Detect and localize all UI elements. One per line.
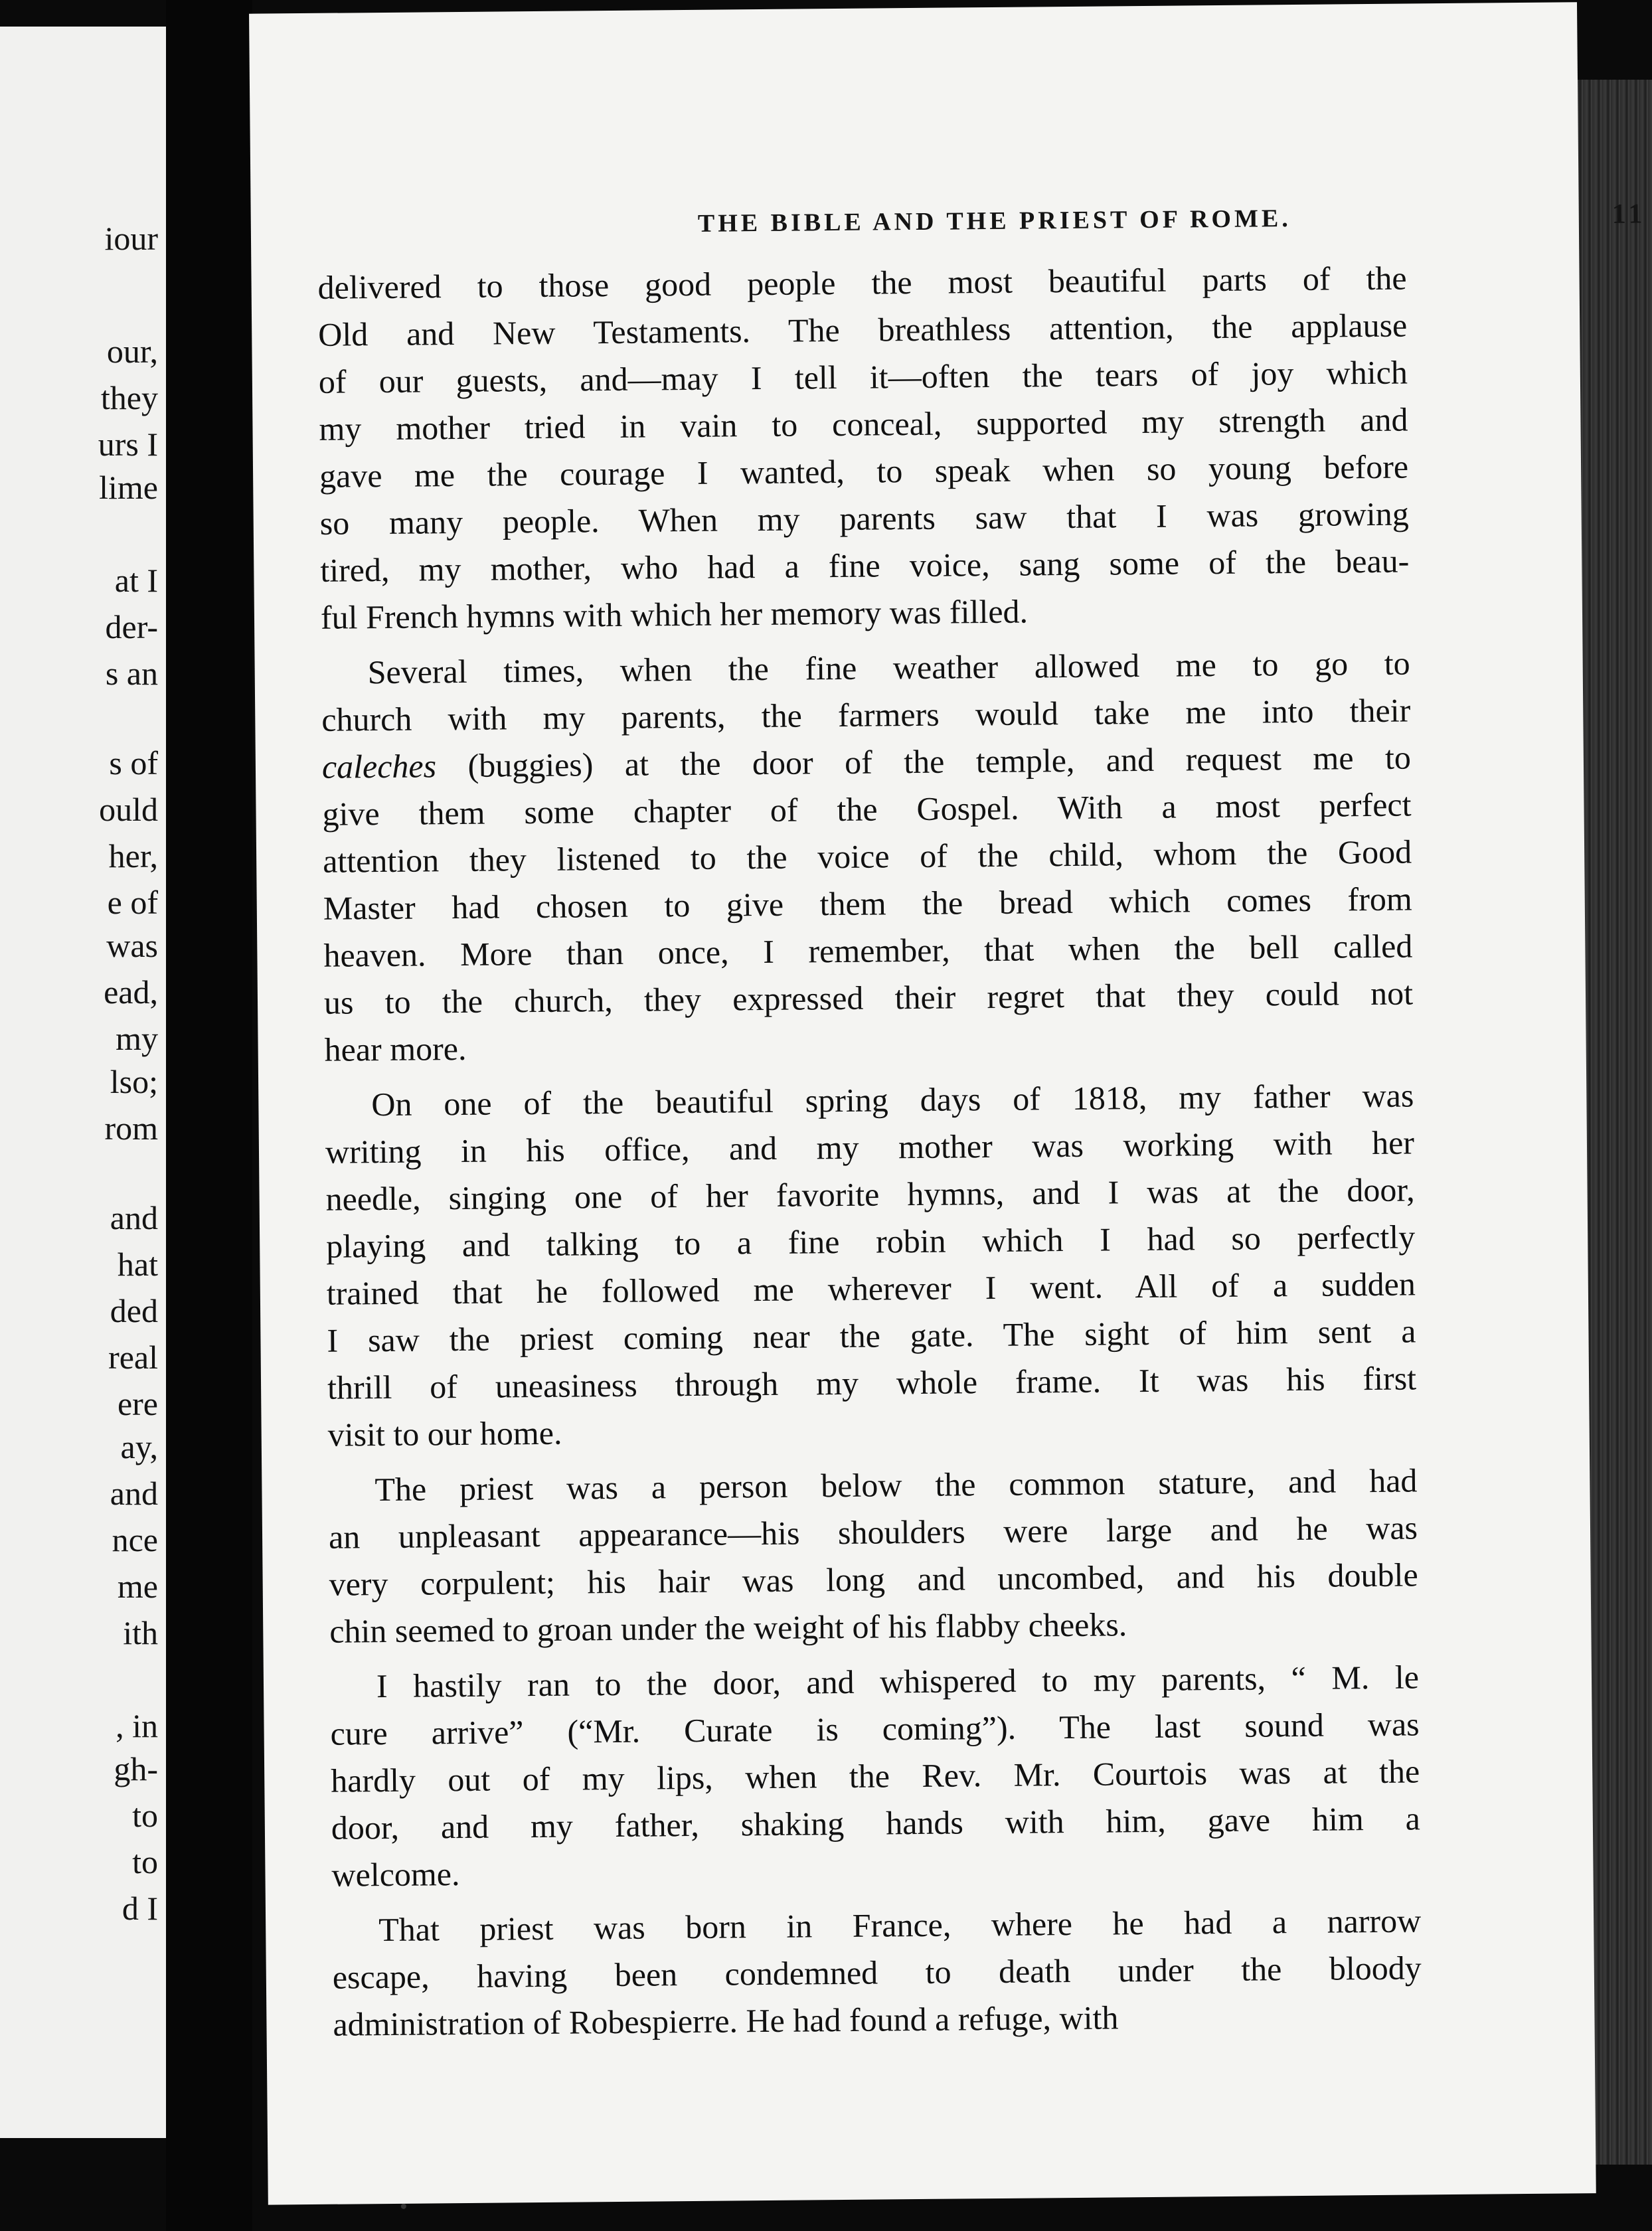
text-line: escape, having been condemned to death under the bloody <box>332 1949 1422 1996</box>
facing-page-fragment: her, <box>108 837 158 874</box>
text-line: my mother tried in vain to conceal, supported my strength and <box>319 400 1408 448</box>
facing-page-fragment: , in <box>116 1707 158 1744</box>
text-line: church with my parents, the farmers would take me into their <box>321 691 1411 738</box>
text-line: of our guests, and—may I tell it—often the tears of joy which <box>318 353 1408 400</box>
facing-page-fragment: ere <box>117 1385 158 1422</box>
text-line: administration of Robespierre. He had found a refuge, with <box>333 1999 1119 2043</box>
text-line: welcome. <box>331 1855 460 1894</box>
facing-page-fragment: and <box>110 1475 158 1512</box>
facing-page-fragment: they <box>100 379 158 416</box>
facing-page-fragment: der- <box>105 608 158 645</box>
page-number: 11 <box>1611 199 1647 230</box>
facing-page-fragment: our, <box>106 333 158 370</box>
facing-page-fragment: real <box>108 1339 158 1376</box>
text-line: heaven. More than once, I remember, that when the bell called <box>323 927 1413 974</box>
text-line: On one of the beautiful spring days of 1818, my father was <box>371 1076 1414 1123</box>
facing-page-fragment: hat <box>117 1246 158 1283</box>
text-line: delivered to those good people the most beautiful parts of the <box>317 259 1407 306</box>
text-line: gave me the courage I wanted, to speak when so young before <box>319 448 1409 495</box>
facing-page-fragment: gh- <box>114 1750 158 1787</box>
facing-page-fragment: ith <box>123 1614 158 1651</box>
text-line: door, and my father, shaking hands with him, gave him a <box>331 1799 1421 1847</box>
text-line: Old and New Testaments. The breathless attention, the applause <box>318 306 1408 353</box>
text-line: needle, singing one of her favorite hymns, and I was at the door, <box>325 1171 1415 1218</box>
facing-page-fragment: s an <box>105 655 158 692</box>
text-line: cure arrive” (“Mr. Curate is coming”). The last sound was <box>330 1705 1420 1752</box>
text-line: so many people. When my parents saw that I was growing <box>319 495 1409 542</box>
text-line: hear more. <box>324 1029 467 1068</box>
text-line: visit to our home. <box>327 1414 562 1453</box>
text-line: give them some chapter of the Gospel. With a most perfect <box>322 785 1412 833</box>
facing-page-fragment: ay, <box>120 1428 158 1465</box>
text-line: That priest was born in France, where he had a narrow <box>378 1902 1422 1949</box>
text-line: I hastily ran to the door, and whispered to my parents, “ M. le <box>376 1658 1420 1705</box>
running-head: THE BIBLE AND THE PRIEST OF ROME. <box>697 205 1291 238</box>
book-page <box>249 2 1647 2204</box>
text-line: tired, my mother, who had a fine voice, sang some of the beau- <box>320 542 1410 589</box>
facing-page-fragment: rom <box>104 1110 158 1147</box>
text-line: thrill of uneasiness through my whole frame. It was his first <box>327 1359 1417 1406</box>
book-gutter <box>166 0 252 2231</box>
text-line: chin seemed to groan under the weight of his flabby cheeks. <box>329 1606 1127 1650</box>
facing-page-fragment: and <box>110 1199 158 1236</box>
facing-page-fragment: my <box>116 1020 158 1057</box>
facing-page-fragment: was <box>106 927 158 964</box>
text-line: Several times, when the fine weather allowed me to go to <box>367 644 1410 691</box>
facing-page-fragment: to <box>132 1843 158 1880</box>
facing-page-fragment: lime <box>99 469 158 506</box>
paragraph <box>328 1457 1418 1655</box>
body-text <box>317 255 1422 2048</box>
paragraph <box>321 640 1414 1074</box>
facing-page-fragment: nce <box>112 1521 158 1558</box>
facing-page-fragment: me <box>117 1568 158 1605</box>
facing-page-fragment: lso; <box>110 1063 158 1100</box>
facing-page-fragment: s of <box>109 744 158 782</box>
text-line: ful French hymns with which her memory was filled. <box>320 592 1029 636</box>
facing-page-fragment: ded <box>110 1292 158 1329</box>
text-line: Master had chosen to give them the bread which comes from <box>323 880 1412 927</box>
text-line: The priest was a person below the common stature, and had <box>374 1461 1418 1509</box>
text-line: attention they listened to the voice of the child, whom the Good <box>322 833 1412 880</box>
text-line: us to the church, they expressed their regret that they could not <box>323 974 1414 1021</box>
facing-page-fragment: ould <box>99 791 158 828</box>
paragraph <box>332 1897 1422 2048</box>
text-line: I saw the priest coming near the gate. The sight of him sent a <box>327 1312 1416 1359</box>
paragraph <box>325 1072 1417 1458</box>
text-line: hardly out of my lips, when the Rev. Mr. Courtois was at the <box>331 1752 1420 1799</box>
facing-page-fragment: at I <box>114 562 158 599</box>
ink-speck <box>401 2204 406 2209</box>
paragraph <box>317 255 1410 641</box>
facing-page-fragment: to <box>132 1797 158 1834</box>
facing-page-fragment: e of <box>107 884 158 921</box>
facing-page-fragment: ead, <box>104 973 158 1011</box>
paragraph <box>330 1653 1421 1898</box>
facing-page <box>0 27 166 2138</box>
text-line: very corpulent; his hair was long and uncombed, and his double <box>329 1556 1418 1603</box>
text-line: caleches (buggies) at the door of the temple, and request me to <box>321 738 1412 785</box>
facing-page-fragment: urs I <box>98 426 158 463</box>
text-line: an unpleasant appearance—his shoulders were large and he was <box>328 1509 1418 1556</box>
facing-page-fragment: d I <box>122 1890 158 1927</box>
text-line: trained that he followed me wherever I went. All of a sudden <box>326 1265 1416 1312</box>
text-line: writing in his office, and my mother was working with her <box>325 1123 1415 1171</box>
facing-page-fragment: iour <box>104 220 158 257</box>
text-line: playing and talking to a fine robin which I had so perfectly <box>325 1218 1416 1265</box>
